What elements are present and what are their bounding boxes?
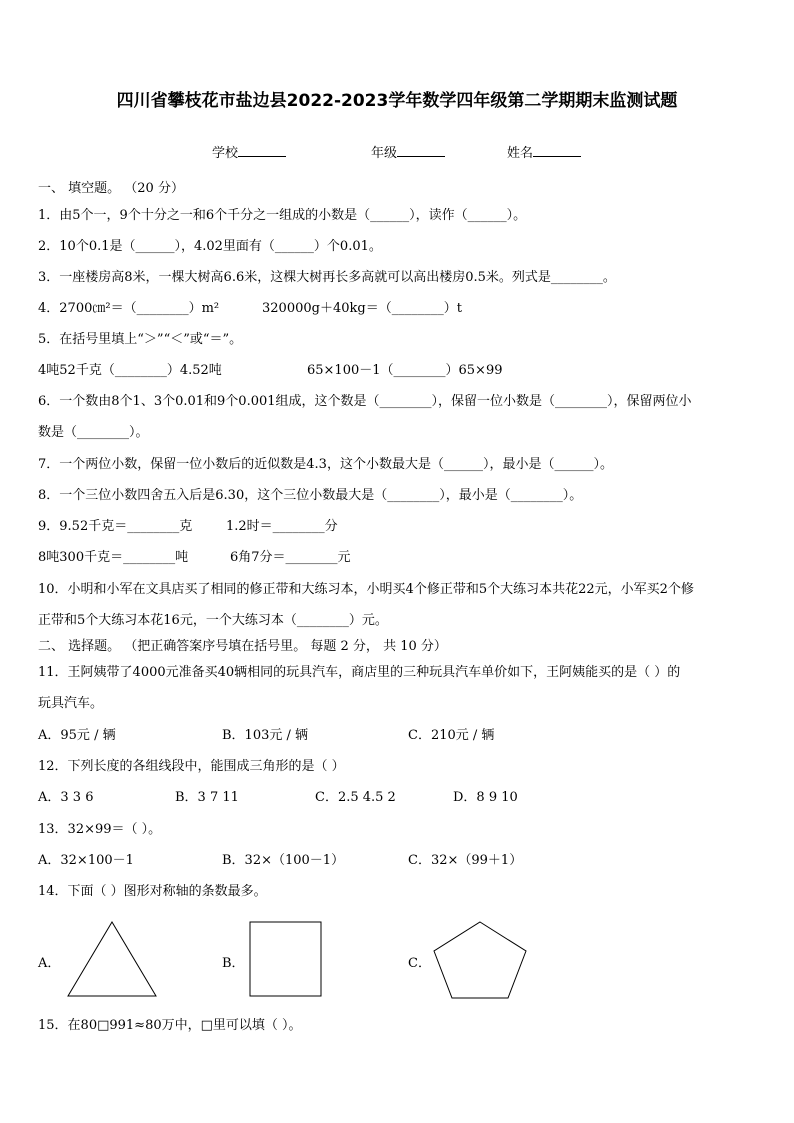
question-4b: 320000g＋40kg＝（________）t	[262, 301, 462, 316]
exam-title: 四川省攀枝花市盐边县2022-2023学年数学四年级第二学期期末监测试题	[116, 91, 678, 111]
question-9a: 9．9.52千克＝________克	[38, 519, 193, 534]
question-6-line1: 6．一个数由8个1、3个0.01和9个0.001组成，这个数是（________），保留一位小数是（________），保留两位小	[38, 394, 692, 409]
question-15: 15．在80□991≈80万中，□里可以填（ ）。	[38, 1018, 302, 1033]
name-blank[interactable]	[533, 144, 581, 157]
question-13-option-c: C．32×（99＋1）	[408, 853, 523, 868]
question-13-option-a: A．32×100－1	[38, 853, 134, 868]
question-11-line2: 玩具汽车。	[38, 696, 104, 711]
square-figure	[249, 920, 323, 998]
question-12-option-a: A．3 3 6	[38, 790, 94, 805]
question-1: 1．由5个一，9个十分之一和6个千分之一组成的小数是（______），读作（______）。	[38, 208, 527, 223]
question-3: 3．一座楼房高8米，一棵大树高6.6米，这棵大树再长多高就可以高出楼房0.5米。列式是________。	[38, 270, 616, 285]
question-14: 14．下面（ ）图形对称轴的条数最多。	[38, 884, 267, 899]
question-12-option-d: D．8 9 10	[453, 790, 518, 805]
grade-label: 年级	[371, 146, 398, 161]
question-9c: 8吨300千克＝________吨	[38, 550, 189, 565]
question-10-line1: 10．小明和小军在文具店买了相同的修正带和大练习本，小明买4个修正带和5个大练习本共花22元，小军买2个修	[38, 582, 694, 597]
name-label: 姓名	[507, 146, 534, 161]
question-12-option-c: C．2.5 4.5 2	[315, 790, 396, 805]
question-11-option-b: B．103元 / 辆	[222, 728, 309, 743]
question-14-option-b: B．	[222, 956, 245, 971]
question-5: 5．在括号里填上“＞”“＜”或“＝”。	[38, 332, 243, 347]
school-blank[interactable]	[238, 144, 286, 157]
question-13-option-b: B．32×（100－1）	[222, 853, 345, 868]
question-4a: 4．2700㎝²＝（________）m²	[38, 301, 220, 316]
question-13: 13．32×99＝（ ）。	[38, 822, 162, 837]
name-field	[507, 142, 581, 161]
question-9d: 6角7分＝________元	[230, 550, 351, 565]
question-2: 2．10个0.1是（______），4.02里面有（______）个0.01。	[38, 239, 382, 254]
section-fill-blank-heading: 一、 填空题。 （20 分）	[38, 181, 184, 196]
question-10-line2: 正带和5个大练习本花16元，一个大练习本（________）元。	[38, 613, 388, 628]
question-14-option-c: C．	[408, 956, 431, 971]
triangle-figure	[66, 920, 158, 998]
section-choice-heading: 二、 选择题。 （把正确答案序号填在括号里。 每题 2 分， 共 10 分）	[38, 639, 447, 654]
question-14-option-a: A．	[38, 956, 61, 971]
question-11-option-a: A．95元 / 辆	[38, 728, 116, 743]
question-11-line1: 11．王阿姨带了4000元准备买40辆相同的玩具汽车，商店里的三种玩具汽车单价如下，王阿姨能买的是（ ）的	[38, 665, 681, 680]
question-12: 12．下列长度的各组线段中，能围成三角形的是（ ）	[38, 759, 345, 774]
grade-field	[371, 142, 445, 161]
pentagon-figure	[432, 920, 528, 1000]
question-6-line2: 数是（________）。	[38, 425, 149, 440]
question-7: 7．一个两位小数，保留一位小数后的近似数是4.3，这个小数最大是（______），最小是（______）。	[38, 457, 613, 472]
question-9b: 1.2时＝________分	[226, 519, 338, 534]
question-11-option-c: C．210元 / 辆	[408, 728, 495, 743]
question-8: 8．一个三位小数四舍五入后是6.30，这个三位小数最大是（________），最小是（________）。	[38, 488, 583, 503]
question-5b: 65×100－1（________）65×99	[307, 363, 503, 378]
question-5a: 4吨52千克（________）4.52吨	[38, 363, 222, 378]
question-12-option-b: B．3 7 11	[175, 790, 239, 805]
school-label: 学校	[212, 146, 239, 161]
school-field	[212, 142, 286, 161]
grade-blank[interactable]	[397, 144, 445, 157]
